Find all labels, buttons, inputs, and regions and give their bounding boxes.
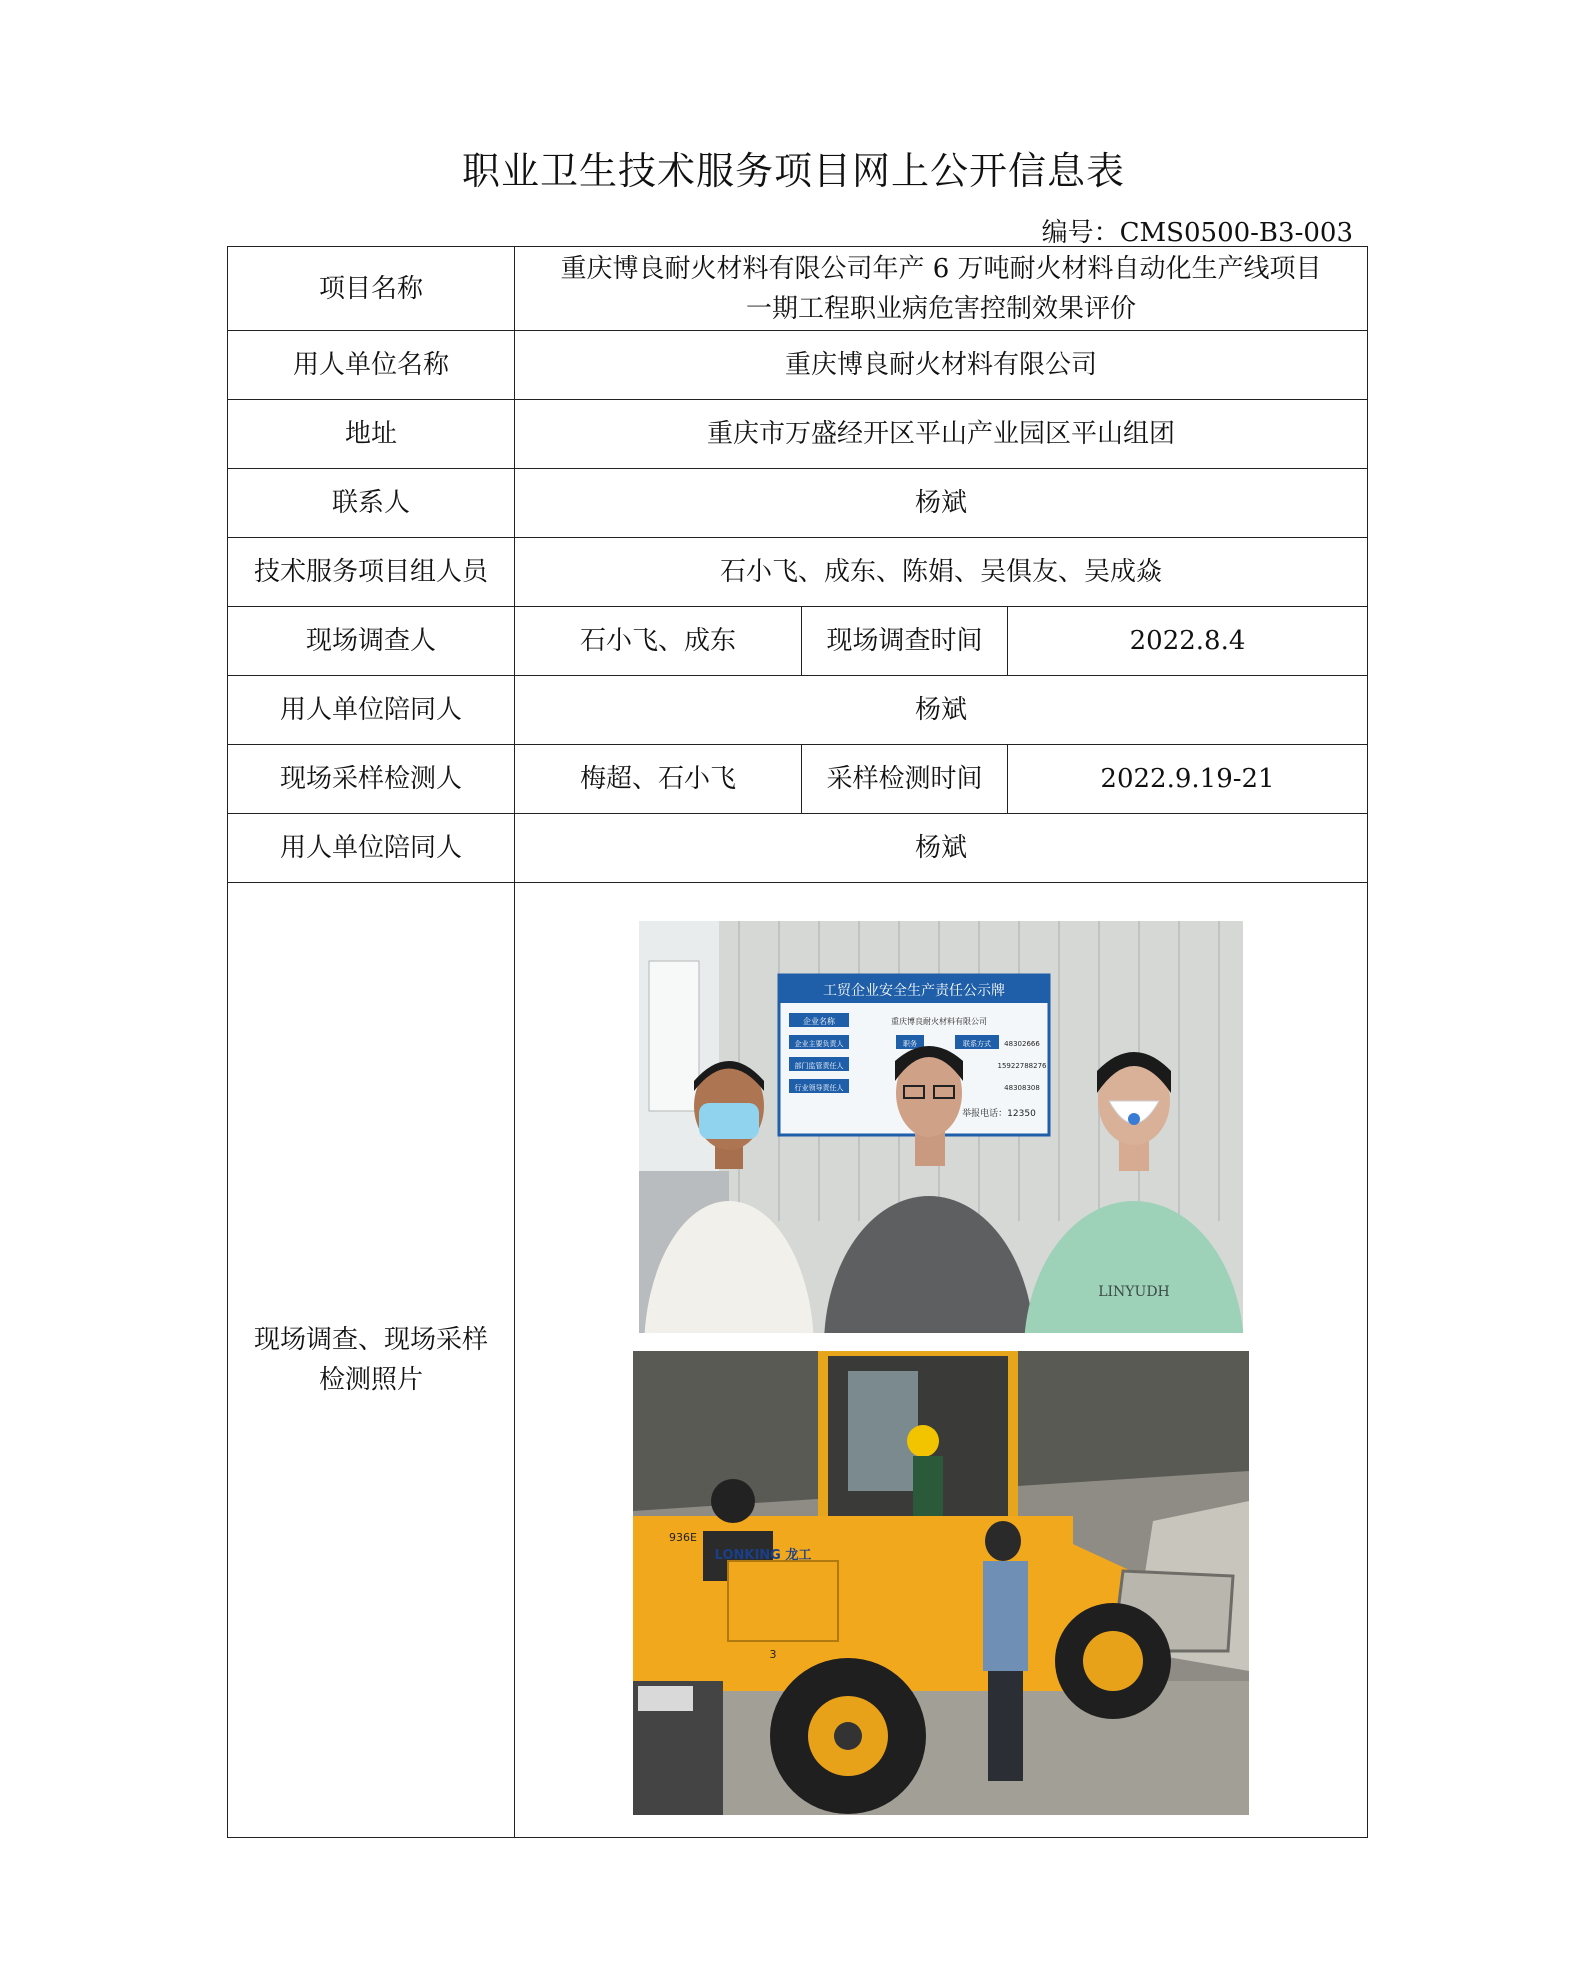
employer-value: 重庆博良耐火材料有限公司: [515, 331, 1368, 400]
photos-label-line1: 现场调查、现场采样: [253, 1325, 488, 1355]
escort-1-label: 用人单位陪同人: [228, 676, 515, 745]
row-project-name: [228, 247, 1368, 331]
row-survey: [228, 607, 1368, 676]
board-duty-label: 职务: [903, 1040, 917, 1048]
team-value: 石小飞、成东、陈娟、吴俱友、吴成焱: [515, 538, 1368, 607]
photos-label-line2: 检测照片: [318, 1365, 423, 1395]
board-phone-label: 联系方式: [963, 1040, 991, 1048]
survey-time-label: 现场调查时间: [802, 607, 1008, 676]
row-contact: [228, 469, 1368, 538]
row-escort-1: [228, 676, 1368, 745]
board-row1-label: 企业主要负责人: [794, 1040, 844, 1048]
escort-1-value: 杨斌: [515, 676, 1368, 745]
photos-cell: [515, 883, 1368, 1838]
row-escort-2: [228, 814, 1368, 883]
address-value: 重庆市万盛经开区平山产业园区平山组团: [515, 400, 1368, 469]
project-name-line2: 一期工程职业病危害控制效果评价: [746, 293, 1137, 324]
survey-person-label: 现场调查人: [228, 607, 515, 676]
survey-person-value: 石小飞、成东: [515, 607, 802, 676]
sampling-photo: [633, 1351, 1249, 1815]
escort-2-value: 杨斌: [515, 814, 1368, 883]
row-employer: [228, 331, 1368, 400]
document-title: 职业卫生技术服务项目网上公开信息表: [461, 149, 1125, 193]
sampling-person-value: 梅超、石小飞: [515, 745, 802, 814]
survey-photo: [639, 921, 1243, 1333]
board-row3-label: 行业领导责任人: [794, 1084, 844, 1092]
board-title: 工贸企业安全生产责任公示牌: [823, 983, 1005, 999]
project-name-value: [515, 247, 1368, 331]
board-hotline: 举报电话：12350: [962, 1109, 1036, 1119]
contact-label: 联系人: [228, 469, 515, 538]
team-label: 技术服务项目组人员: [228, 538, 515, 607]
photos-label: [228, 883, 515, 1838]
row-sampling: [228, 745, 1368, 814]
project-name-line1: 重庆博良耐火材料有限公司年产 6 万吨耐火材料自动化生产线项目: [560, 253, 1322, 284]
loader-number: 3: [769, 1648, 777, 1661]
row-team: [228, 538, 1368, 607]
loader-model: 936E: [669, 1531, 697, 1544]
board-company-label: 企业名称: [803, 1017, 835, 1026]
address-label: 地址: [228, 400, 515, 469]
escort-2-label: 用人单位陪同人: [228, 814, 515, 883]
employer-label: 用人单位名称: [228, 331, 515, 400]
row-address: [228, 400, 1368, 469]
contact-value: 杨斌: [515, 469, 1368, 538]
survey-time-value: 2022.8.4: [1008, 607, 1368, 676]
sampling-person-label: 现场采样检测人: [228, 745, 515, 814]
info-table: [227, 246, 1368, 1838]
row-photos: [228, 883, 1368, 1838]
shirt-text: LINYUDH: [1098, 1284, 1170, 1300]
board-phone1: 48302666: [1004, 1040, 1040, 1048]
board-company-value: 重庆博良耐火材料有限公司: [891, 1017, 987, 1026]
project-name-label: 项目名称: [228, 247, 515, 331]
board-row2-label: 部门监管责任人: [794, 1062, 844, 1070]
document-number: 编号：CMS0500-B3-003: [1041, 218, 1353, 248]
sampling-time-value: 2022.9.19-21: [1008, 745, 1368, 814]
loader-brand: LONKING 龙工: [714, 1548, 812, 1563]
board-phone3: 48308308: [1004, 1084, 1040, 1092]
sampling-time-label: 采样检测时间: [802, 745, 1008, 814]
board-phone2: 15922788276: [997, 1062, 1047, 1070]
